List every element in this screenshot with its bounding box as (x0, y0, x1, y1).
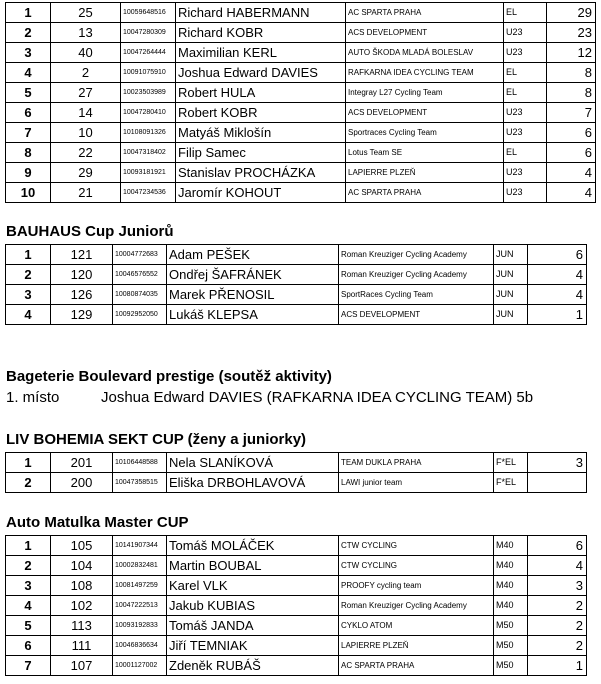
bib-number-cell: 200 (51, 473, 113, 493)
uci-id-cell: 10141907344 (113, 536, 167, 556)
team-cell: ACS DEVELOPMENT (346, 103, 504, 123)
rider-name-cell: Richard HABERMANN (176, 3, 346, 23)
table-row (6, 245, 587, 265)
rider-name-cell: Lukáš KLEPSA (167, 305, 339, 325)
category-cell: JUN (494, 305, 528, 325)
rank-cell: 1 (6, 536, 51, 556)
points-cell: 4 (528, 556, 587, 576)
team-cell: CYKLO ATOM (339, 616, 494, 636)
category-cell: M40 (494, 556, 528, 576)
points-cell: 6 (528, 536, 587, 556)
rank-cell: 2 (6, 473, 51, 493)
points-cell: 4 (547, 163, 596, 183)
uci-id-cell: 10081497259 (113, 576, 167, 596)
team-cell: SportRaces Cycling Team (339, 285, 494, 305)
rank-cell: 5 (6, 83, 51, 103)
points-cell: 29 (547, 3, 596, 23)
rider-name-cell: Adam PEŠEK (167, 245, 339, 265)
table-row (6, 453, 587, 473)
category-cell: F*EL (494, 473, 528, 493)
bib-number-cell: 13 (51, 23, 121, 43)
team-cell: LAPIERRE PLZEŇ (346, 163, 504, 183)
category-cell: F*EL (494, 453, 528, 473)
team-cell: ACS DEVELOPMENT (346, 23, 504, 43)
bib-number-cell: 102 (51, 596, 113, 616)
table-row (6, 43, 596, 63)
category-cell: U23 (504, 163, 547, 183)
table-row (6, 556, 587, 576)
table-row (6, 285, 587, 305)
bib-number-cell: 25 (51, 3, 121, 23)
team-cell: LAWI junior team (339, 473, 494, 493)
uci-id-cell: 10093181921 (121, 163, 176, 183)
rank-cell: 7 (6, 123, 51, 143)
section-title-auto-matulka: Auto Matulka Master CUP (6, 514, 189, 531)
team-cell: CTW CYCLING (339, 536, 494, 556)
rider-name-cell: Zdeněk RUBÁŠ (167, 656, 339, 676)
rider-name-cell: Karel VLK (167, 576, 339, 596)
rank-cell: 3 (6, 576, 51, 596)
activity-winner: Joshua Edward DAVIES (RAFKARNA IDEA CYCLING TEAM) 5b (101, 389, 534, 406)
place-label: 1. místo (6, 389, 60, 406)
table-row (6, 616, 587, 636)
uci-id-cell: 10001127002 (113, 656, 167, 676)
rider-name-cell: Tomáš MOLÁČEK (167, 536, 339, 556)
category-cell: JUN (494, 285, 528, 305)
uci-id-cell: 10108091326 (121, 123, 176, 143)
uci-id-cell: 10004772683 (113, 245, 167, 265)
rank-cell: 10 (6, 183, 51, 203)
bib-number-cell: 105 (51, 536, 113, 556)
category-cell: EL (504, 3, 547, 23)
results-table-juniors (5, 244, 587, 325)
points-cell: 4 (528, 285, 587, 305)
category-cell: M40 (494, 596, 528, 616)
bib-number-cell: 111 (51, 636, 113, 656)
rank-cell: 3 (6, 43, 51, 63)
team-cell: Lotus Team SE (346, 143, 504, 163)
rank-cell: 2 (6, 23, 51, 43)
rank-cell: 5 (6, 616, 51, 636)
bib-number-cell: 120 (51, 265, 113, 285)
bib-number-cell: 129 (51, 305, 113, 325)
rider-name-cell: Matyáš Miklošín (176, 123, 346, 143)
rider-name-cell: Joshua Edward DAVIES (176, 63, 346, 83)
rank-cell: 6 (6, 103, 51, 123)
uci-id-cell: 10091075910 (121, 63, 176, 83)
team-cell: LAPIERRE PLZEŇ (339, 636, 494, 656)
uci-id-cell: 10047358515 (113, 473, 167, 493)
bib-number-cell: 2 (51, 63, 121, 83)
uci-id-cell: 10106448588 (113, 453, 167, 473)
points-cell: 3 (528, 453, 587, 473)
table-row (6, 305, 587, 325)
team-cell: Roman Kreuziger Cycling Academy (339, 596, 494, 616)
rider-name-cell: Jakub KUBIAS (167, 596, 339, 616)
table-row (6, 83, 596, 103)
rider-name-cell: Robert HULA (176, 83, 346, 103)
uci-id-cell: 10080874035 (113, 285, 167, 305)
team-cell: PROOFY cycling team (339, 576, 494, 596)
uci-id-cell: 10059648516 (121, 3, 176, 23)
uci-id-cell: 10047234536 (121, 183, 176, 203)
points-cell (528, 473, 587, 493)
rider-name-cell: Robert KOBR (176, 103, 346, 123)
points-cell: 8 (547, 63, 596, 83)
points-cell: 6 (547, 143, 596, 163)
rank-cell: 9 (6, 163, 51, 183)
points-cell: 3 (528, 576, 587, 596)
table-row (6, 103, 596, 123)
rank-cell: 8 (6, 143, 51, 163)
team-cell: CTW CYCLING (339, 556, 494, 576)
team-cell: Roman Kreuziger Cycling Academy (339, 245, 494, 265)
category-cell: M50 (494, 656, 528, 676)
rider-name-cell: Filip Samec (176, 143, 346, 163)
table-row (6, 3, 596, 23)
bib-number-cell: 27 (51, 83, 121, 103)
team-cell: Integray L27 Cycling Team (346, 83, 504, 103)
rank-cell: 1 (6, 453, 51, 473)
team-cell: RAFKARNA IDEA CYCLING TEAM (346, 63, 504, 83)
uci-id-cell: 10047264444 (121, 43, 176, 63)
team-cell: Sportraces Cycling Team (346, 123, 504, 143)
bib-number-cell: 126 (51, 285, 113, 305)
table-row (6, 265, 587, 285)
points-cell: 12 (547, 43, 596, 63)
points-cell: 23 (547, 23, 596, 43)
bib-number-cell: 201 (51, 453, 113, 473)
category-cell: U23 (504, 43, 547, 63)
team-cell: AC SPARTA PRAHA (346, 183, 504, 203)
table-row (6, 163, 596, 183)
rider-name-cell: Richard KOBR (176, 23, 346, 43)
bib-number-cell: 40 (51, 43, 121, 63)
rank-cell: 4 (6, 305, 51, 325)
table-row (6, 63, 596, 83)
category-cell: EL (504, 83, 547, 103)
bib-number-cell: 10 (51, 123, 121, 143)
rider-name-cell: Jiří TEMNIAK (167, 636, 339, 656)
team-cell: Roman Kreuziger Cycling Academy (339, 265, 494, 285)
rider-name-cell: Jaromír KOHOUT (176, 183, 346, 203)
points-cell: 6 (547, 123, 596, 143)
rider-name-cell: Nela SLANÍKOVÁ (167, 453, 339, 473)
table-row (6, 143, 596, 163)
uci-id-cell: 10002832481 (113, 556, 167, 576)
uci-id-cell: 10092952050 (113, 305, 167, 325)
table-row (6, 536, 587, 556)
results-table-masters (5, 535, 587, 676)
category-cell: U23 (504, 103, 547, 123)
points-cell: 1 (528, 656, 587, 676)
category-cell: JUN (494, 245, 528, 265)
rider-name-cell: Ondřej ŠAFRÁNEK (167, 265, 339, 285)
rank-cell: 6 (6, 636, 51, 656)
uci-id-cell: 10023503989 (121, 83, 176, 103)
points-cell: 1 (528, 305, 587, 325)
team-cell: AC SPARTA PRAHA (346, 3, 504, 23)
category-cell: U23 (504, 183, 547, 203)
category-cell: M50 (494, 636, 528, 656)
table-row (6, 576, 587, 596)
points-cell: 2 (528, 596, 587, 616)
uci-id-cell: 10047280410 (121, 103, 176, 123)
uci-id-cell: 10047222513 (113, 596, 167, 616)
points-cell: 4 (528, 265, 587, 285)
table-row (6, 23, 596, 43)
bib-number-cell: 22 (51, 143, 121, 163)
section-title-liv-bohemia: LIV BOHEMIA SEKT CUP (ženy a juniorky) (6, 431, 307, 448)
section-title-bageterie: Bageterie Boulevard prestige (soutěž aktivity) (6, 368, 332, 385)
activity-winner-line (6, 389, 533, 406)
table-row (6, 183, 596, 203)
points-cell: 2 (528, 636, 587, 656)
rider-name-cell: Marek PŘENOSIL (167, 285, 339, 305)
bib-number-cell: 108 (51, 576, 113, 596)
uci-id-cell: 10093192833 (113, 616, 167, 636)
rider-name-cell: Martin BOUBAL (167, 556, 339, 576)
table-row (6, 656, 587, 676)
rank-cell: 7 (6, 656, 51, 676)
team-cell: ACS DEVELOPMENT (339, 305, 494, 325)
points-cell: 7 (547, 103, 596, 123)
category-cell: U23 (504, 123, 547, 143)
table-row (6, 596, 587, 616)
bib-number-cell: 104 (51, 556, 113, 576)
category-cell: M50 (494, 616, 528, 636)
points-cell: 2 (528, 616, 587, 636)
points-cell: 4 (547, 183, 596, 203)
rank-cell: 1 (6, 245, 51, 265)
bib-number-cell: 113 (51, 616, 113, 636)
rider-name-cell: Maximilian KERL (176, 43, 346, 63)
section-title-bauhaus: BAUHAUS Cup Juniorů (6, 223, 174, 240)
points-cell: 6 (528, 245, 587, 265)
uci-id-cell: 10047318402 (121, 143, 176, 163)
team-cell: AUTO ŠKODA MLADÁ BOLESLAV (346, 43, 504, 63)
uci-id-cell: 10047280309 (121, 23, 176, 43)
results-table-main (5, 2, 596, 203)
category-cell: U23 (504, 23, 547, 43)
rank-cell: 2 (6, 265, 51, 285)
category-cell: M40 (494, 536, 528, 556)
results-table-women (5, 452, 587, 493)
rider-name-cell: Eliška DRBOHLAVOVÁ (167, 473, 339, 493)
category-cell: JUN (494, 265, 528, 285)
category-cell: EL (504, 143, 547, 163)
rank-cell: 4 (6, 63, 51, 83)
table-row (6, 123, 596, 143)
table-row (6, 473, 587, 493)
uci-id-cell: 10046576552 (113, 265, 167, 285)
points-cell: 8 (547, 83, 596, 103)
team-cell: AC SPARTA PRAHA (339, 656, 494, 676)
rank-cell: 4 (6, 596, 51, 616)
rank-cell: 3 (6, 285, 51, 305)
rider-name-cell: Stanislav PROCHÁZKA (176, 163, 346, 183)
bib-number-cell: 121 (51, 245, 113, 265)
rank-cell: 2 (6, 556, 51, 576)
uci-id-cell: 10046836634 (113, 636, 167, 656)
table-row (6, 636, 587, 656)
team-cell: TEAM DUKLA PRAHA (339, 453, 494, 473)
rider-name-cell: Tomáš JANDA (167, 616, 339, 636)
bib-number-cell: 21 (51, 183, 121, 203)
bib-number-cell: 107 (51, 656, 113, 676)
rank-cell: 1 (6, 3, 51, 23)
bib-number-cell: 29 (51, 163, 121, 183)
bib-number-cell: 14 (51, 103, 121, 123)
category-cell: M40 (494, 576, 528, 596)
category-cell: EL (504, 63, 547, 83)
